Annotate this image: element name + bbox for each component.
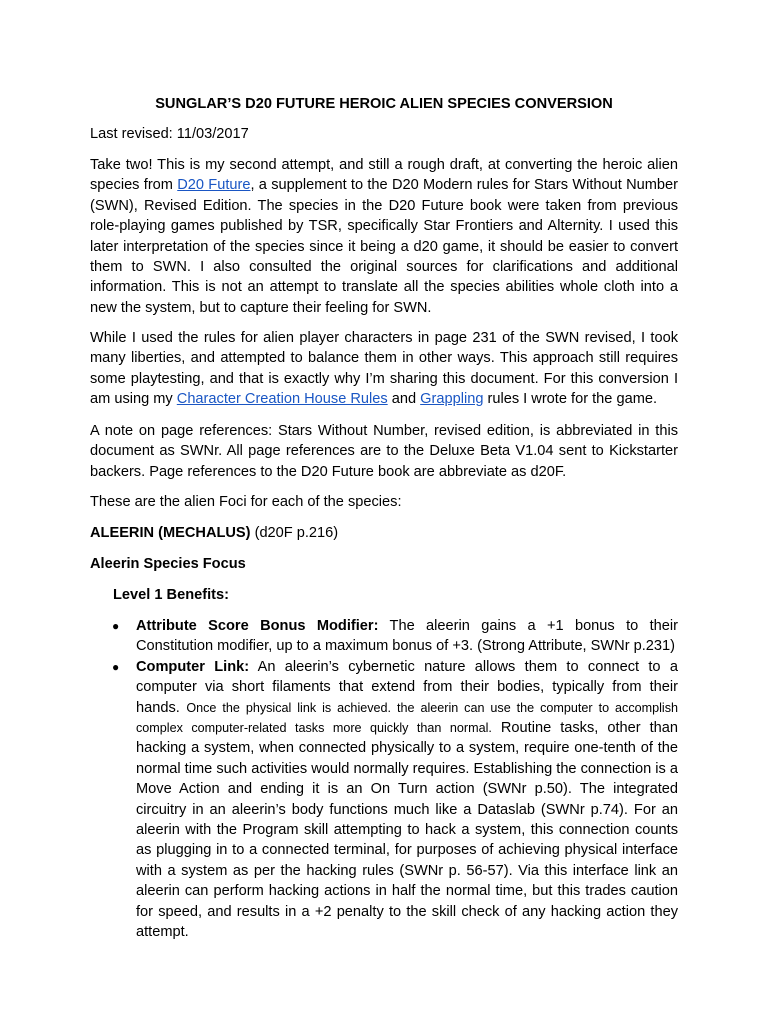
bullet-icon: ● [112, 659, 120, 674]
benefits-list [90, 616, 678, 943]
species-heading [90, 523, 338, 543]
intro-paragraph [90, 155, 678, 318]
grappling-link[interactable]: Grappling [420, 391, 484, 408]
benefit-text: An aleerin’s cybernetic nature allows them to connect to a computer via short filaments that extend from their bodies, typically from their hands. [136, 658, 678, 716]
document-title: SUNGLAR’S D20 FUTURE HEROIC ALIEN SPECIES CONVERSION [155, 96, 613, 112]
intro-text-2: , a supplement to the D20 Modern rules for Stars Without Number (SWN), Revised Edition. The species in the D20 Future book were taken from previous role-playing games published by TSR, specifically Star Frontiers and Alternity. I used this later interpretation of the species since it being a d20 game, it should be easier to convert them to SWN. I also consulted the original sources for clarifications and additional information. This is not an attempt to translate all the species abilities whole cloth into a new the system, but to capture their feeling for SWN. [90, 177, 678, 316]
rules-text-1: While I used the rules for alien player characters in page 231 of the SWN revised, I took many liberties, and attempted to balance them in other ways. This approach still requires some playtesting, and that is exactly why I’m sharing this document. For this conversion I am using my [90, 330, 678, 408]
benefit-text: The aleerin gains a +1 bonus to their Constitution modifier, up to a maximum bonus of +3. (Strong Attribute, SWNr p.231) [136, 618, 678, 655]
foci-intro: These are the alien Foci for each of the species: [90, 494, 402, 510]
species-name: ALEERIN (MECHALUS) [90, 525, 251, 541]
rules-paragraph [90, 328, 678, 410]
species-ref: (d20F p.216) [250, 525, 339, 541]
page-reference-note: A note on page references: Stars Without Number, revised edition, is abbreviated in this document as SWNr. All page references are to the Deluxe Beta V1.04 sent to Kickstarter backers. Page references to the D20 Future book are abbreviate as d20F. [90, 423, 678, 480]
benefit-label: Computer Link: [136, 658, 250, 675]
benefit-text-2: Routine tasks, other than hacking a system, when connected physically to a system, require one-tenth of the normal time such activities would normally requires. Establishing the connection is a Move Action and ending it is an On Turn action (SWNr p.50). The integrated circuitry in an aleerin’s body functions much like a Dataslab (SWNr p.74). For an aleerin with the Program skill attempting to hack a system, this connection counts as plugging in to a connected terminal, for purposes of achieving physical interface with a system as per the hacking rules (SWNr p. 56-57). Via this interface link an aleerin can perform hacking actions in half the normal time, but this trades caution for speed, and results in a +2 penalty to the skill check of any hacking action they attempt. [136, 720, 679, 941]
benefit-text-narrow: Once the physical link is achieved. the aleerin can use the computer to accomplish complex computer-related tasks more quickly than normal. [136, 700, 679, 736]
rules-text-3: rules I wrote for the game. [483, 391, 658, 408]
character-creation-link[interactable]: Character Creation House Rules [176, 391, 388, 408]
list-item [90, 616, 678, 657]
level-title: Level 1 Benefits: [113, 587, 229, 603]
last-revised: Last revised: 11/03/2017 [90, 126, 249, 142]
intro-text-1: Take two! This is my second attempt, and still a rough draft, at converting the heroic alien species from [90, 157, 678, 194]
list-item [90, 657, 678, 943]
d20-future-link[interactable]: D20 Future [177, 177, 251, 194]
focus-title: Aleerin Species Focus [90, 556, 246, 572]
bullet-icon: ● [112, 619, 120, 633]
benefit-label: Attribute Score Bonus Modifier: [136, 618, 379, 634]
rules-text-2: and [387, 391, 421, 408]
